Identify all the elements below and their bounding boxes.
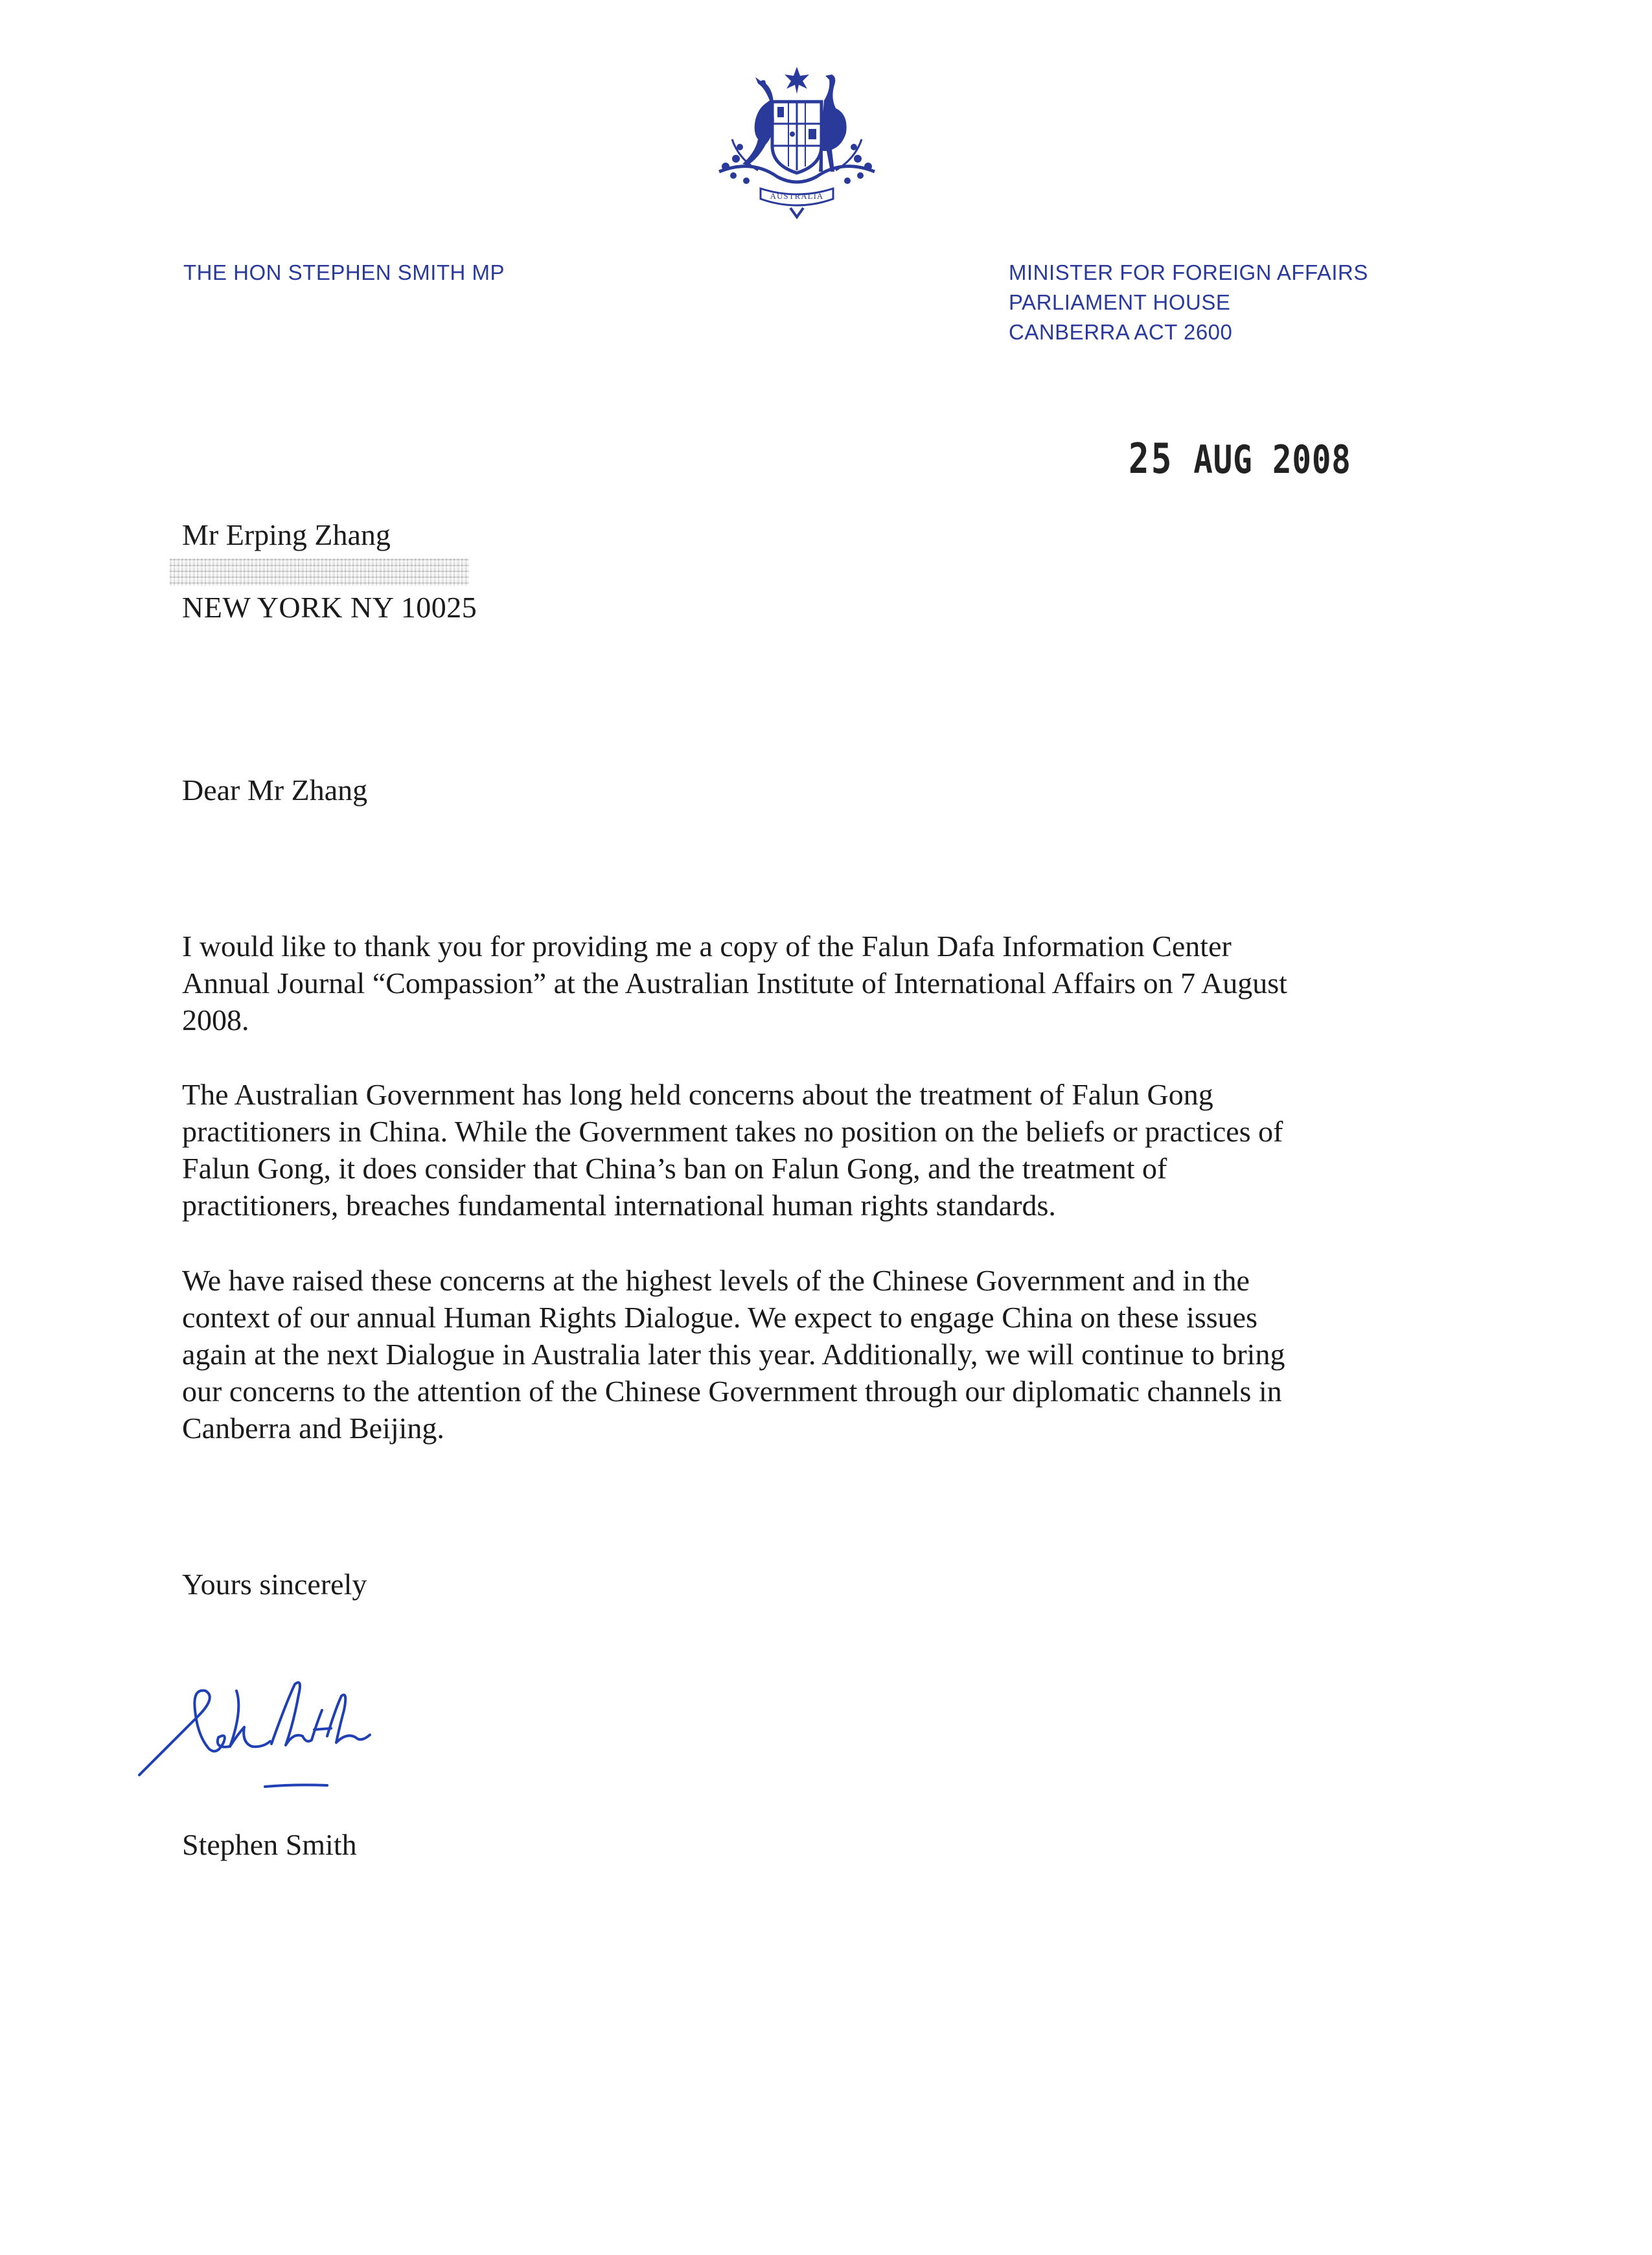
paragraph-line: Annual Journal “Compassion” at the Australian Institute of International Affairs on 7 August — [182, 967, 1287, 1000]
body-paragraph — [182, 1262, 1478, 1447]
paragraph-line: We have raised these concerns at the highest levels of the Chinese Government and in the — [182, 1264, 1250, 1297]
paragraph-line: again at the next Dialogue in Australia later this year. Additionally, we will continue to bring — [182, 1338, 1285, 1371]
closing: Yours sincerely — [182, 1568, 367, 1601]
paragraph-line: practitioners, breaches fundamental international human rights standards. — [182, 1189, 1056, 1222]
recipient-name: Mr Erping Zhang — [182, 518, 391, 551]
paragraph-line: I would like to thank you for providing me a copy of the Falun Dafa Information Center — [182, 930, 1232, 963]
handwritten-signature-icon — [133, 1665, 392, 1814]
body-paragraph — [182, 1076, 1478, 1224]
signer-name: Stephen Smith — [182, 1828, 357, 1861]
paragraph-line: Falun Gong, it does consider that China’s ban on Falun Gong, and the treatment of — [182, 1152, 1167, 1185]
redacted-address — [170, 558, 469, 586]
office-address — [1009, 258, 1368, 347]
date-stamp — [1129, 435, 1351, 483]
salutation: Dear Mr Zhang — [182, 773, 368, 807]
svg-text:AUSTRALIA: AUSTRALIA — [770, 191, 824, 201]
sender-name: THE HON STEPHEN SMITH MP — [183, 260, 505, 284]
australian-coat-of-arms-icon — [693, 62, 901, 223]
paragraph-line: The Australian Government has long held concerns about the treatment of Falun Gong — [182, 1078, 1213, 1111]
paragraph-line: context of our annual Human Rights Dialogue. We expect to engage China on these issues — [182, 1301, 1257, 1334]
body-paragraph — [182, 928, 1478, 1038]
paragraph-line: Canberra and Beijing. — [182, 1412, 444, 1445]
date-month-year: AUG 2008 — [1193, 437, 1351, 483]
paragraph-line: 2008. — [182, 1003, 249, 1036]
recipient-city: NEW YORK NY 10025 — [182, 591, 477, 624]
date-day: 25 — [1129, 435, 1174, 483]
paragraph-line: practitioners in China. While the Government takes no position on the beliefs or practices of — [182, 1115, 1283, 1148]
paragraph-line: our concerns to the attention of the Chinese Government through our diplomatic channels in — [182, 1375, 1282, 1408]
office-line: MINISTER FOR FOREIGN AFFAIRS — [1009, 260, 1368, 284]
office-line: CANBERRA ACT 2600 — [1009, 320, 1233, 344]
office-line: PARLIAMENT HOUSE — [1009, 290, 1231, 314]
